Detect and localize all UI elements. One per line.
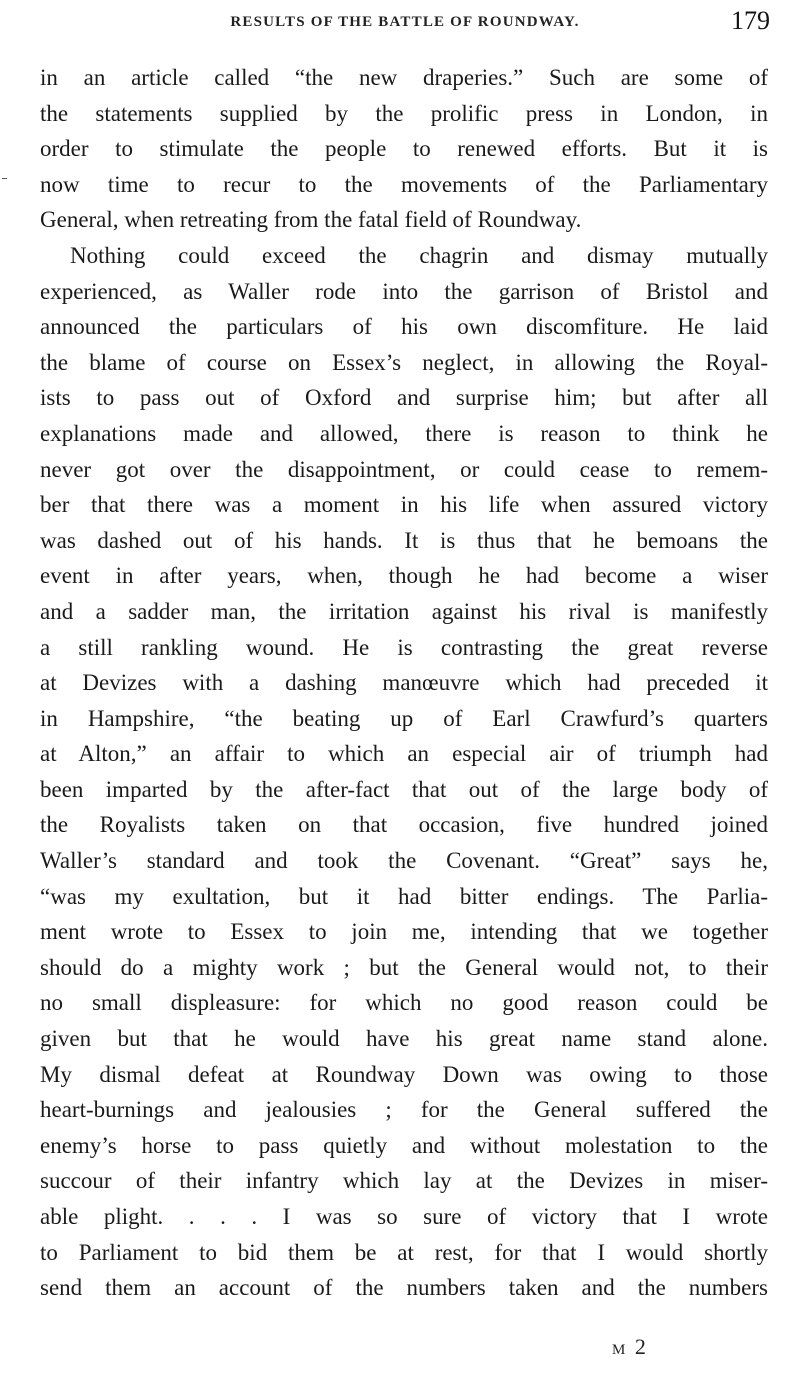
text-line: event in after years, when, though he had become a wiser [40,563,768,589]
text-line: the blame of course on Essex’s neglect, in allowing the Royal- [40,349,768,375]
page-number: 179 [731,6,770,35]
text-line: announced the particulars of his own discomfiture. He laid [40,314,768,340]
text-line: Nothing could exceed the chagrin and dismay mutually [70,242,768,268]
text-line: in Hampshire, “the beating up of Earl Crawfurd’s quarters [40,705,768,731]
text-line: heart-burnings and jealousies ; for the General suffered the [40,1097,768,1123]
running-head [40,6,770,38]
text-line: the statements supplied by the prolific press in London, in [40,100,768,126]
text-line: ists to pass out of Oxford and surprise him; but after all [40,385,768,411]
text-line: My dismal defeat at Roundway Down was owing to those [40,1061,768,1087]
running-title: RESULTS OF THE BATTLE OF ROUNDWAY. [230,14,580,30]
text-line: able plight. . . . I was so sure of victory that I wrote [40,1204,768,1229]
text-line: experienced, as Waller rode into the garrison of Bristol and [40,278,768,304]
text-line: no small displeasure: for which no good reason could be [40,990,768,1016]
text-line: now time to recur to the movements of the Parliamentary [40,171,768,197]
text-line: succour of their infantry which lay at the Devizes in miser- [40,1168,768,1194]
text-line: in an article called “the new draperies.” Such are some of [40,65,768,90]
text-line: ment wrote to Essex to join me, intending that we together [40,919,768,945]
text-line: send them an account of the numbers taken and the numbers [40,1275,768,1301]
text-line: was dashed out of his hands. It is thus that he bemoans the [40,527,768,553]
text-line: a still rankling wound. He is contrasting the great reverse [40,634,768,660]
text-line: ber that there was a moment in his life when assured victory [40,492,768,518]
text-line: and a sadder man, the irritation against his rival is manifestly [40,598,768,624]
text-line: to Parliament to bid them be at rest, for that I would shortly [40,1239,768,1265]
text-line: at Devizes with a dashing manœuvre which had preceded it [40,670,768,696]
text-line: Waller’s standard and took the Covenant. “Great” says he, [40,848,768,874]
margin-mark [2,178,7,179]
text-line: been imparted by the after-fact that out of the large body of [40,776,768,802]
text-line: never got over the disappointment, or could cease to remem- [40,456,768,482]
text-line: the Royalists taken on that occasion, five hundred joined [40,812,768,838]
signature-mark [612,1334,648,1360]
signature-letter: M [612,1342,628,1358]
text-line: at Alton,” an affair to which an especial air of triumph had [40,741,768,767]
signature-number: 2 [634,1334,648,1359]
body-text [40,60,768,1306]
text-line: should do a mighty work ; but the General would not, to their [40,954,768,980]
text-line: order to stimulate the people to renewed efforts. But it is [40,136,768,162]
text-line: given but that he would have his great name stand alone. [40,1026,768,1052]
text-line: enemy’s horse to pass quietly and without molestation to the [40,1132,768,1158]
text-line: “was my exultation, but it had bitter endings. The Parlia- [40,883,768,909]
text-line: explanations made and allowed, there is reason to think he [40,420,768,446]
text-line: General, when retreating from the fatal field of Roundway. [40,207,582,233]
